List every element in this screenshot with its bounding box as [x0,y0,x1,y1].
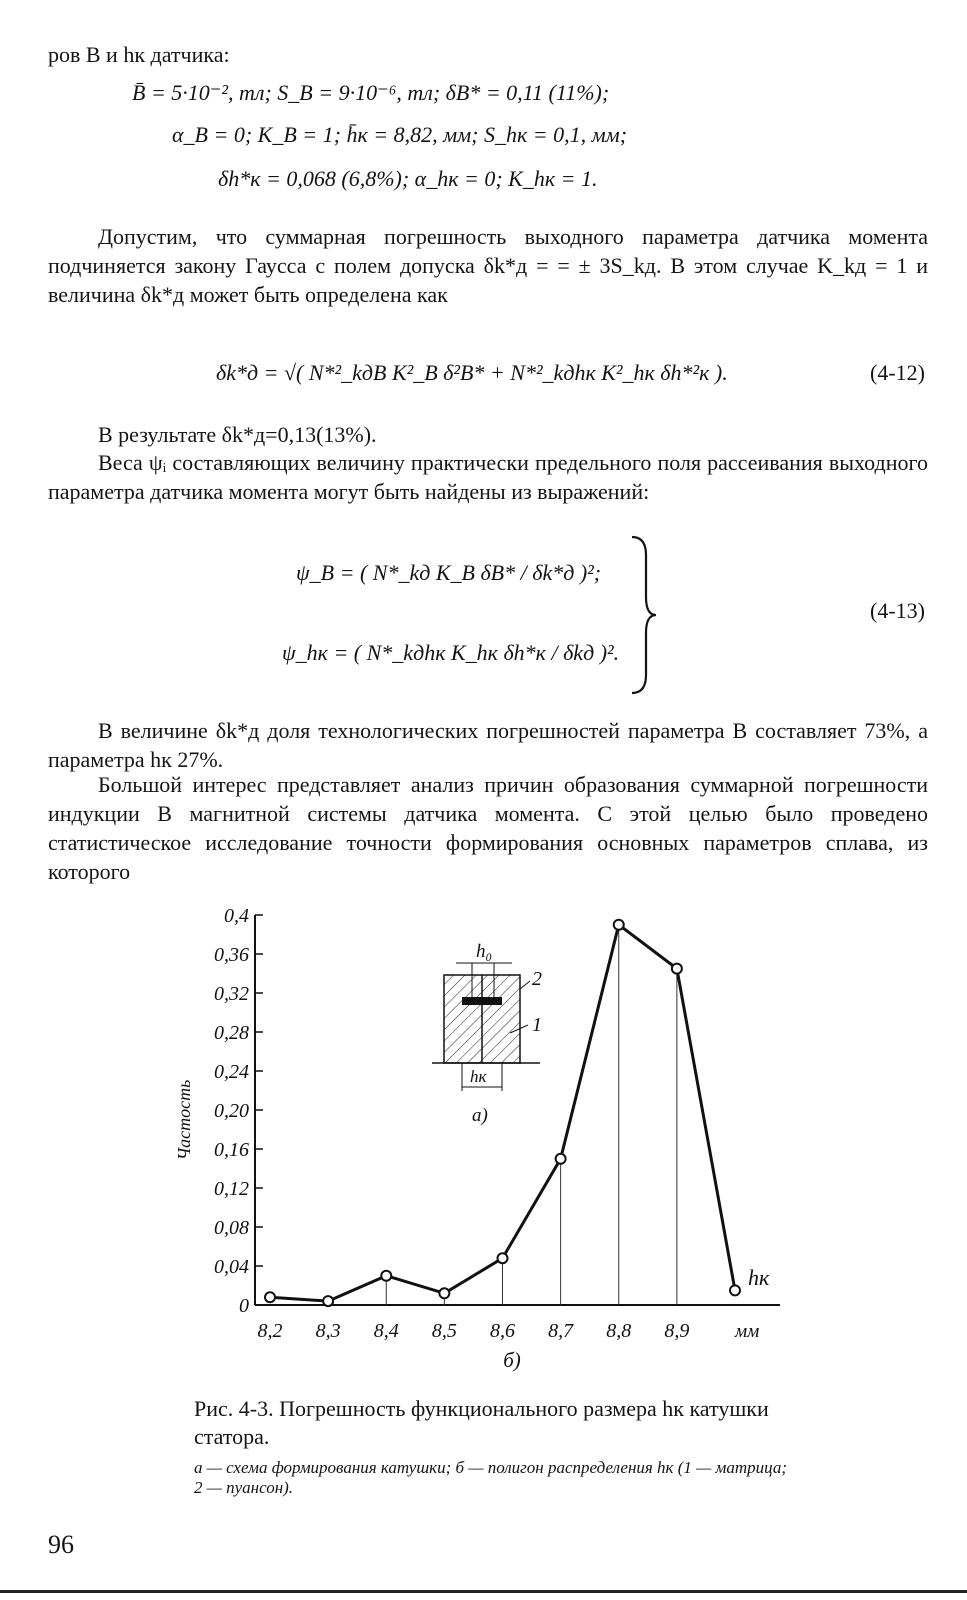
equation-number-4-13: (4-13) [870,598,925,623]
bottom-rule [0,1590,967,1593]
figure-caption-legend: а — схема формирования катушки; б — полигон распределения hк (1 — матрица; 2 — пуансон). [194,1458,788,1497]
y-tick-label: 0,20 [214,1100,249,1122]
y-tick-label: 0,04 [214,1256,249,1278]
x-tick-label: 8,9 [664,1320,690,1342]
data-point [265,1292,275,1302]
paragraph-3: В величине δk*д доля технологических погрешностей параметра B составляет 73%, а параметра hк 27%. [48,718,928,772]
y-tick-label: 0,28 [214,1022,249,1044]
data-point [614,920,624,930]
y-tick-label: 0,12 [214,1178,249,1200]
paragraph-4: Большой интерес представляет анализ причин образования суммарной погрешности индукции B магнитной системы датчика момента. С этой целью было проведено статистическое исследование точности формирования основных параметров сплава, из которого [48,772,928,884]
inset-label-2: 2 [532,968,542,990]
figure-caption: Рис. 4-3. Погрешность функционального размера hк катушки статора. [194,1396,769,1449]
data-point [730,1285,740,1295]
y-tick-label: 0,4 [224,905,249,927]
inset-label-hk: hк [470,1067,487,1086]
paragraph-2: Веса ψᵢ составляющих величину практически предельного поля рассеивания выходного параметра датчика момента могут быть найдены из выражений: [48,450,928,504]
intro-line: ров B и hк датчика: [48,42,230,67]
paragraph-1: Допустим, что суммарная погрешность выходного параметра датчика момента подчиняется закону Гаусса с полем допуска δk*д = = ± 3S_kд. В этом случае K_kд = 1 и величина δk*д может быть определена как [48,224,928,307]
data-point [556,1154,566,1164]
data-point [439,1288,449,1298]
panel-label-a: а) [472,1105,488,1126]
equation-number-4-12: (4-12) [870,360,925,385]
leader-2 [520,981,530,989]
inset-label-h0: h₀ [476,941,493,962]
y-tick-label: 0,32 [214,983,249,1005]
y-tick-label: 0,24 [214,1061,249,1083]
equation-line-1: B̄ = 5·10⁻², тл; S_B = 9·10⁻⁶, тл; δB* = 0,11 (11%); [132,80,610,105]
y-axis-label: Частость [174,1079,194,1161]
data-point [323,1296,333,1306]
inset-label-1: 1 [532,1014,542,1036]
figure-4-3 [150,905,830,1380]
data-point [498,1253,508,1263]
x-tick-label: 8,7 [548,1320,574,1342]
x-axis-unit: мм [735,1321,760,1342]
x-tick-label: 8,5 [431,1320,457,1342]
panel-label-b: б) [503,1348,521,1372]
y-tick-label: 0,16 [214,1139,249,1161]
x-tick-label: 8,3 [315,1320,341,1342]
x-tick-label: 8,2 [257,1320,283,1342]
data-point [672,964,682,974]
page-number: 96 [48,1530,74,1559]
right-brace [628,535,658,695]
y-tick-label: 0,08 [214,1217,249,1239]
x-tick-label: 8,8 [606,1320,632,1342]
x-axis-label: hк [748,1265,770,1290]
equation-4-12: δk*д = √( N*²_kдB K²_B δ²B* + N*²_kдhк K²_hк δh*²к ). [216,360,728,385]
coil-forming-schematic [432,941,542,1126]
x-tick-label: 8,6 [490,1320,515,1342]
equation-line-3: δh*к = 0,068 (6,8%); α_hк = 0; K_hк = 1. [218,166,598,191]
y-tick-label: 0,36 [214,944,249,966]
result-line: В результате δk*д=0,13(13%). [98,422,377,447]
y-tick-label: 0 [239,1295,249,1317]
data-point [381,1271,391,1281]
equation-4-13-b: ψ_hк = ( N*_kдhк K_hк δh*к / δkд )². [282,640,620,665]
equation-4-13-a: ψ_B = ( N*_kд K_B δB* / δk*д )²; [296,560,602,585]
equation-line-2: α_B = 0; K_B = 1; h̄к = 8,82, мм; S_hк = 0,1, мм; [172,122,628,147]
x-tick-label: 8,4 [373,1320,399,1342]
